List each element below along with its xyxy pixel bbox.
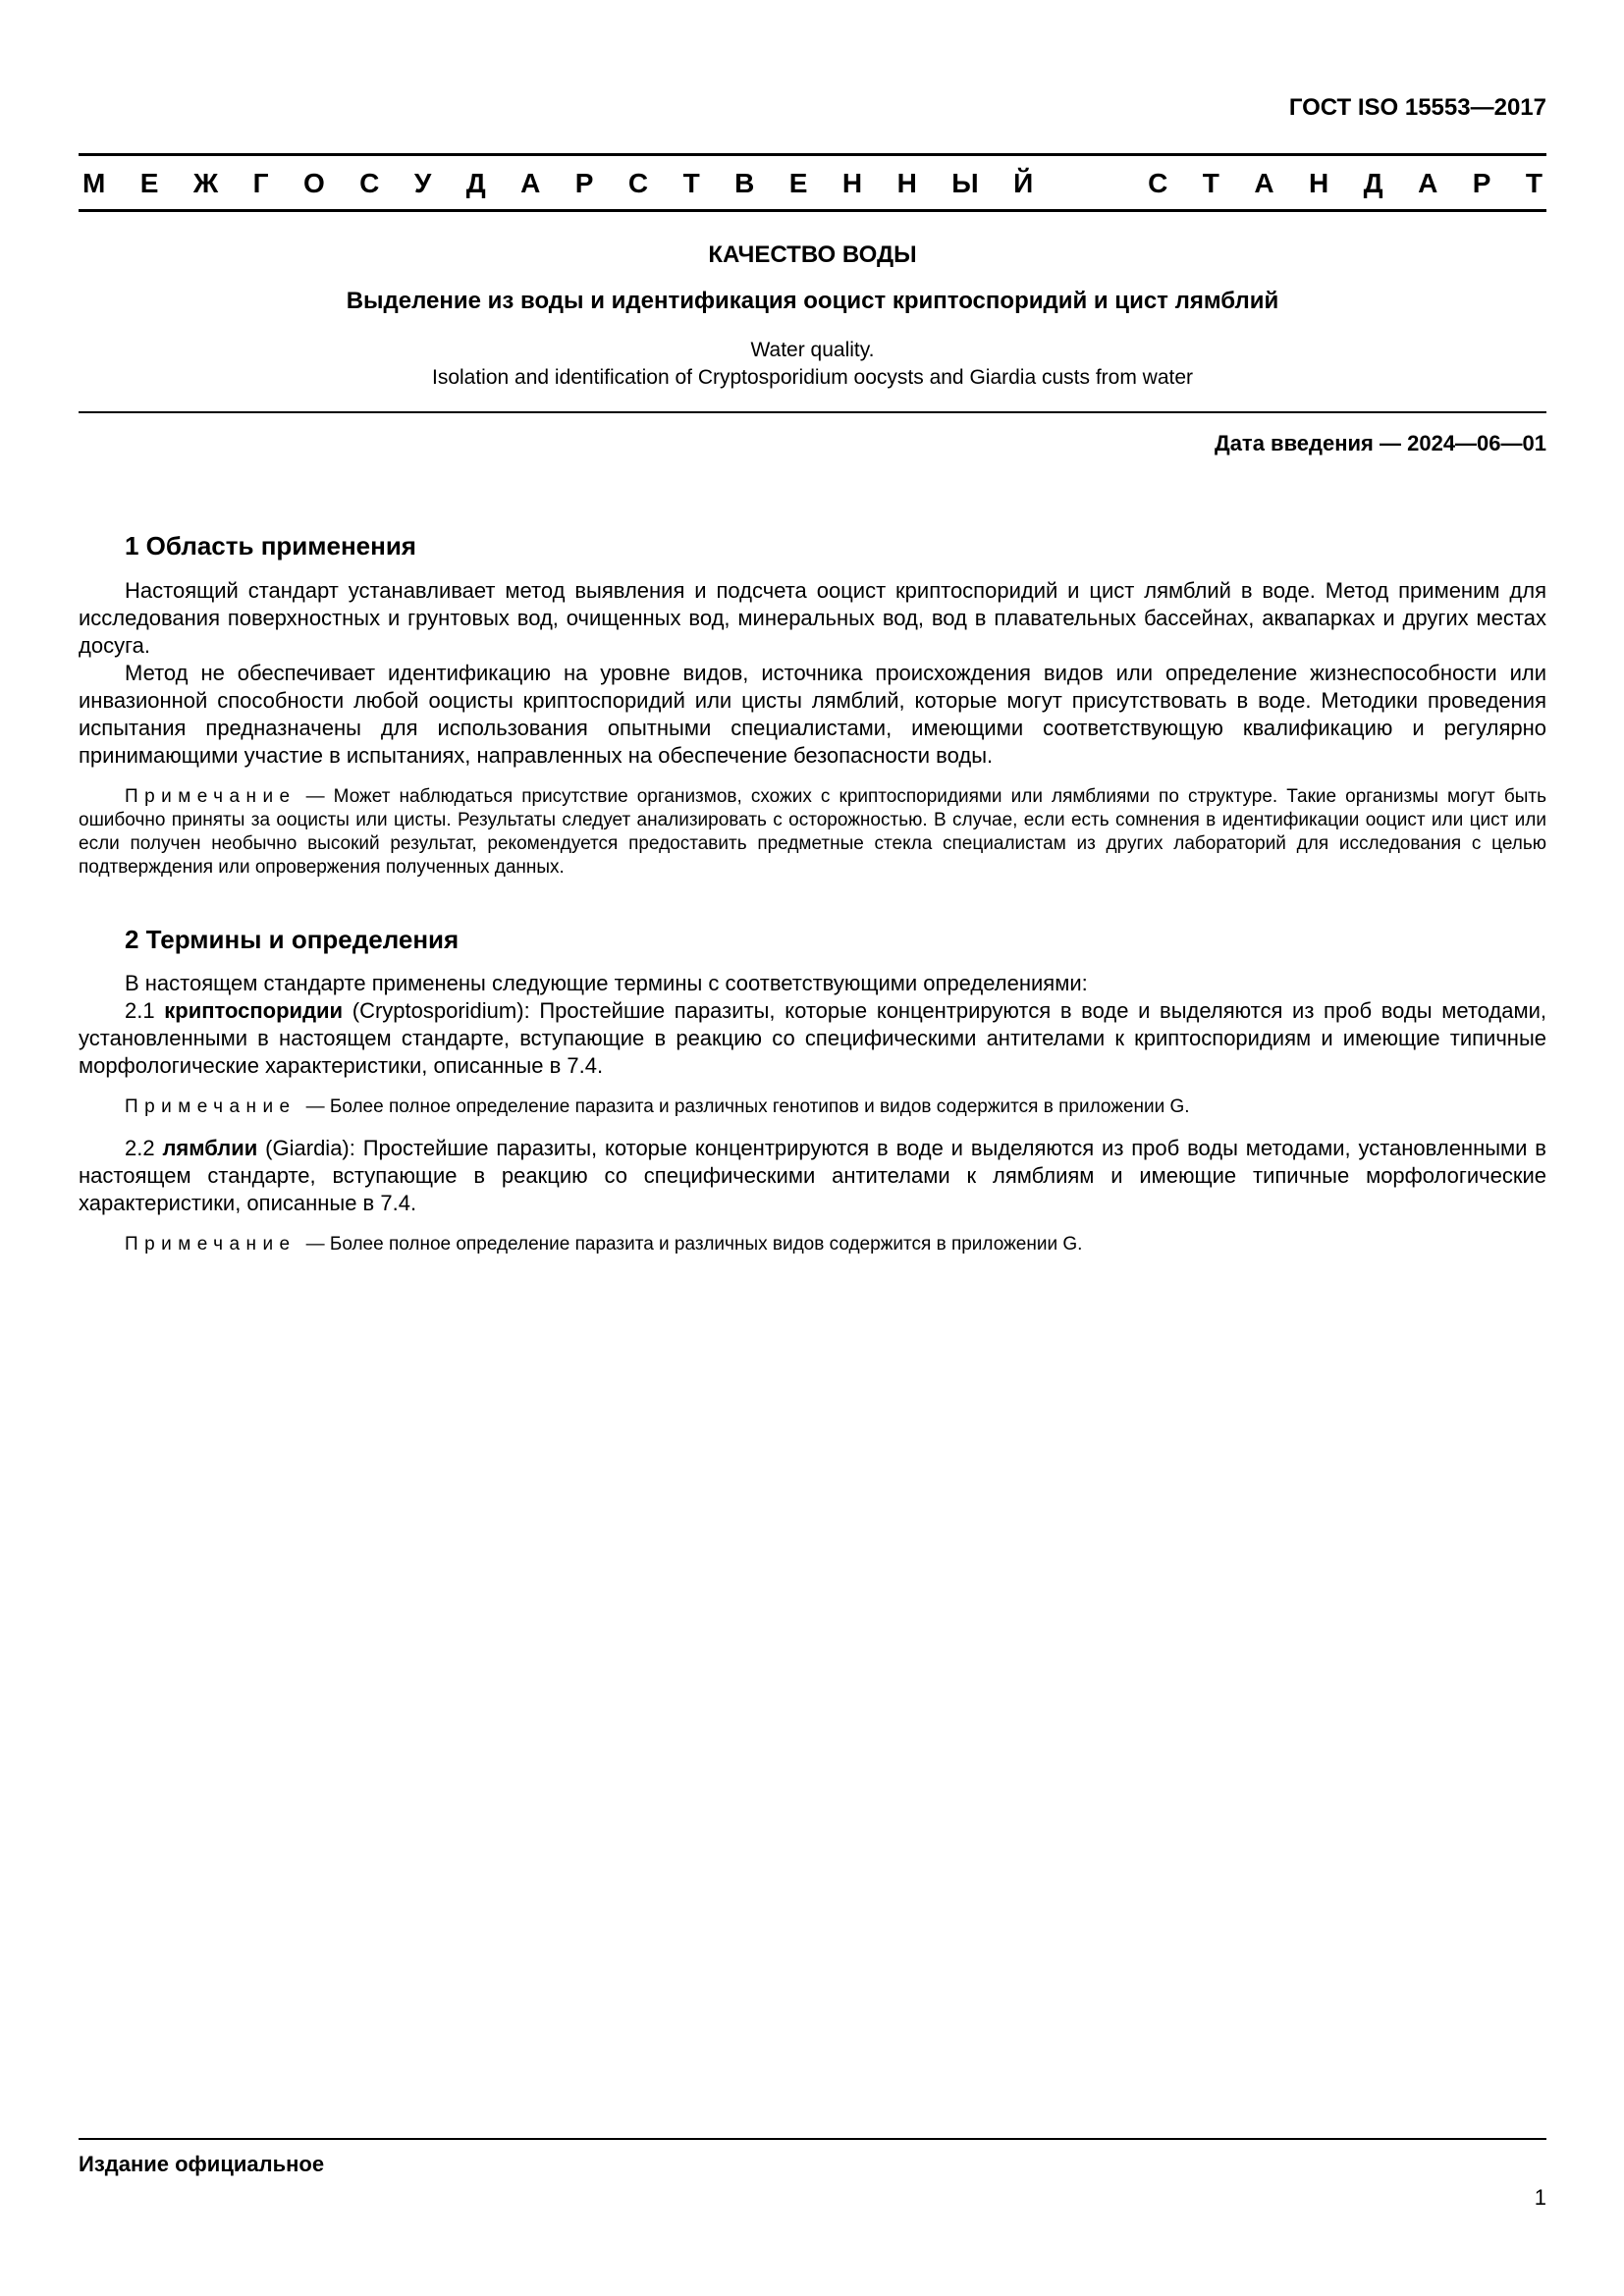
term-2-2-name: лямблии bbox=[162, 1135, 258, 1160]
section-1-paragraph-2: Метод не обеспечивает идентификацию на уровне видов, источника происхождения видов или определение жизнеспособности или инвазионной способности любой ооцисты криптоспоридий или цисты лямблий, которые могут присутствовать в воде. Методики проведения испытания предназначены для использования опытными специалистами, имеющими соответствующую квалификацию и регулярно принимающими участие в испытаниях, направленных на обеспечение безопасности воды. bbox=[79, 660, 1546, 768]
note-label: Примечание bbox=[125, 1095, 297, 1117]
title-en-line2: Isolation and identification of Cryptosporidium oocysts and Giardia custs from water bbox=[431, 366, 1194, 390]
title-en-line1: Water quality. bbox=[750, 339, 875, 362]
banner-text: М Е Ж Г О С У Д А Р С Т В Е Н Н Ы Й С Т А Н Д А Р Т bbox=[82, 167, 1543, 198]
document-subtitle-ru: Выделение из воды и идентификация ооцист криптоспоридий и цист лямблий bbox=[346, 287, 1279, 314]
term-2-2-note bbox=[79, 1233, 1546, 1256]
term-2-1-note bbox=[79, 1095, 1546, 1119]
document-title-ru: КАЧЕСТВО ВОДЫ bbox=[708, 240, 917, 268]
standard-type-banner bbox=[79, 153, 1546, 212]
title-divider bbox=[79, 411, 1546, 413]
note-text: — Более полное определение паразита и различных генотипов и видов содержится в приложении G. bbox=[305, 1095, 1190, 1117]
term-2-1-definition: (Cryptosporidium): Простейшие паразиты, которые концентрируются в воде и выделяются из проб воды методами, установленными в настоящем стандарте, вступающие в реакцию со специфическими антителами к криптоспоридиям и имеющие типичные морфологические характеристики, описанные в 7.4. bbox=[79, 997, 1546, 1078]
term-2-1-number: 2.1 bbox=[125, 997, 165, 1023]
page-number: 1 bbox=[1534, 2185, 1546, 2210]
term-2-2-number: 2.2 bbox=[125, 1135, 163, 1160]
note-text: — Более полное определение паразита и различных видов содержится в приложении G. bbox=[305, 1233, 1083, 1255]
term-definition-2-1 bbox=[79, 997, 1546, 1080]
section-1-note bbox=[79, 785, 1546, 880]
edition-note: Издание официальное bbox=[79, 2152, 325, 2176]
effective-date: Дата введения — 2024—06—01 bbox=[1215, 431, 1546, 456]
doc-code: ГОСТ ISO 15553—2017 bbox=[1288, 94, 1546, 121]
note-label: Примечание bbox=[125, 785, 297, 807]
note-text: — Может наблюдаться присутствие организмов, схожих с криптоспоридиями или лямблиями по структуре. Такие организмы могут быть ошибочно приняты за ооцисты или цисты. Результаты следует анализировать с осторожностью. В случае, если есть сомнения в идентификации ооцист или цист или если получен необычно высокий результат, рекомендуется предоставить предметные стекла специалистам из других лабораторий для исследования с целью подтверждения или опровержения полученных данных. bbox=[79, 785, 1546, 878]
note-label: Примечание bbox=[125, 1233, 297, 1255]
page-footer bbox=[79, 2138, 1546, 2211]
term-2-1-name: криптоспоридии bbox=[164, 997, 344, 1023]
section-1-paragraph-1: Настоящий стандарт устанавливает метод выявления и подсчета ооцист криптоспоридий и цист лямблий в воде. Метод применим для исследования поверхностных и грунтовых вод, очищенных вод, минеральных вод, вод в плавательных бассейнах, аквапарках и других местах досуга. bbox=[79, 577, 1546, 658]
section-2-intro: В настоящем стандарте применены следующие термины с соответствующими определениями: bbox=[125, 970, 1088, 995]
section-2-heading: 2 Термины и определения bbox=[125, 924, 460, 954]
section-1-heading: 1 Область применения bbox=[125, 531, 416, 561]
term-2-2-definition: (Giardia): Простейшие паразиты, которые концентрируются в воде и выделяются из проб воды методами, установленными в настоящем стандарте, вступающие в реакцию со специфическими антителами к лямблиям и имеющие типичные морфологические характеристики, описанные в 7.4. bbox=[79, 1135, 1546, 1215]
document-title-en bbox=[79, 337, 1546, 392]
term-definition-2-2 bbox=[79, 1135, 1546, 1217]
